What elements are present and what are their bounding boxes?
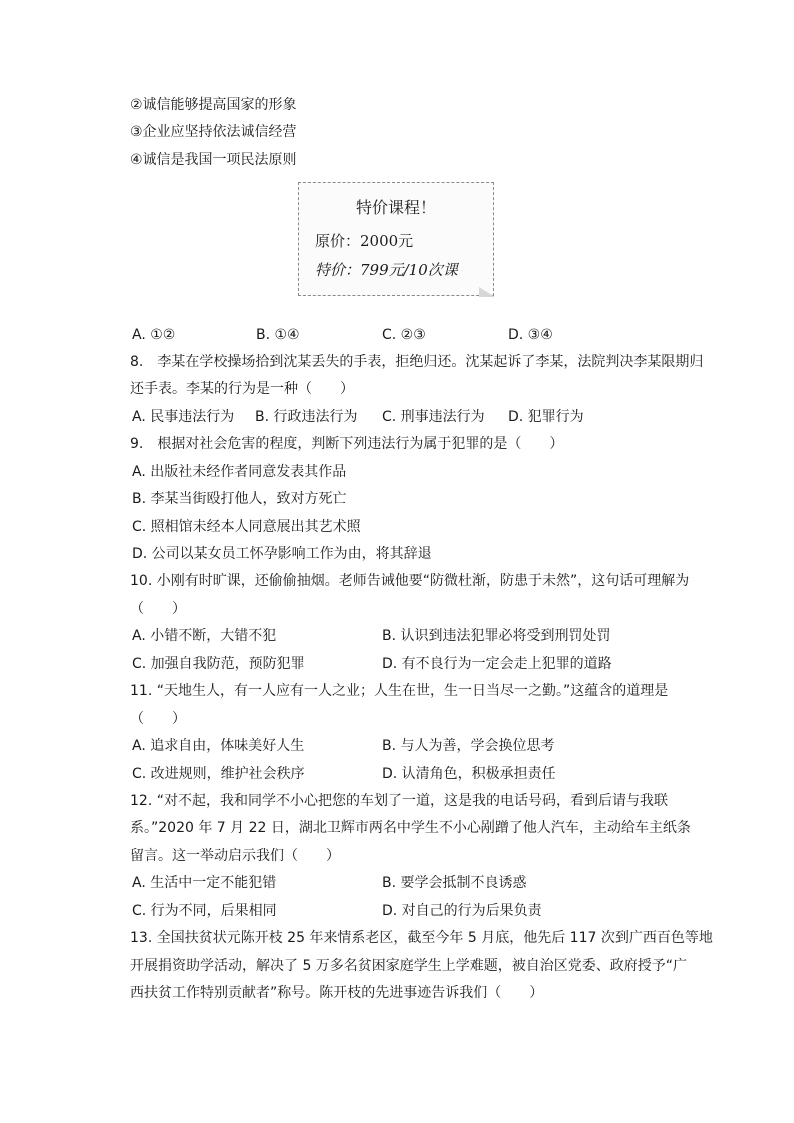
q10-option-b: B. 认识到违法犯罪必将受到刑罚处罚 [382, 628, 611, 644]
q13-stem-line1: 13. 全国扶贫状元陈开枝 25 年来情系老区，截至今年 5 月底，他先后 117 次到广西百色等地 [130, 930, 713, 946]
q12-stem-line2: 系。”2020 年 7 月 22 日，湖北卫辉市两名中学生不小心剐蹭了他人汽车，主动给车主纸条 [130, 820, 691, 836]
page-curl-decoration [479, 287, 495, 297]
q9-option-c: C. 照相馆未经本人同意展出其艺术照 [132, 519, 361, 535]
q9-option-d: D. 公司以某女员工怀孕影响工作为由，将其辞退 [132, 546, 432, 562]
q12-option-c: C. 行为不同，后果相同 [132, 903, 277, 919]
q8-option-c: C. 刑事违法行为 [382, 409, 485, 425]
q8-option-a: A. 民事违法行为 [132, 409, 235, 425]
q11-stem-line2: （ ） [130, 711, 186, 727]
card-title: 特价课程！ [355, 198, 436, 217]
card-sale-price: 特价：799元/10次课 [315, 261, 458, 279]
q13-stem-line3: 西扶贫工作特别贡献者”称号。陈开枝的先进事迹告诉我们（ ） [130, 985, 544, 1001]
price-card-image [298, 182, 494, 296]
card-original-price: 原价：2000元 [315, 232, 414, 250]
q10-option-a: A. 小错不断，大错不犯 [132, 628, 277, 644]
q8-option-b: B. 行政违法行为 [255, 409, 358, 425]
q12-option-b: B. 要学会抵制不良诱惑 [382, 875, 527, 891]
q10-option-d: D. 有不良行为一定会走上犯罪的道路 [382, 656, 612, 672]
q8-option-d: D. 犯罪行为 [508, 409, 584, 425]
q12-stem-line1: 12. “对不起，我和同学不小心把您的车划了一道，这是我的电话号码，看到后请与我联 [130, 793, 668, 809]
q11-option-d: D. 认清角色，积极承担责任 [382, 766, 556, 782]
q8-stem-line1: 8. 李某在学校操场拾到沈某丢失的手表，拒绝归还。沈某起诉了李某，法院判决李某限期归 [130, 354, 704, 370]
q12-option-d: D. 对自己的行为后果负责 [382, 903, 542, 919]
q8-stem-line2: 还手表。李某的行为是一种（ ） [130, 381, 354, 397]
q11-option-c: C. 改进规则，维护社会秩序 [132, 766, 305, 782]
q12-stem-line3: 留言。这一举动启示我们（ ） [130, 848, 340, 864]
q7-option-d: D. ③④ [508, 327, 553, 343]
q10-option-c: C. 加强自我防范，预防犯罪 [132, 656, 305, 672]
q11-option-a: A. 追求自由，体味美好人生 [132, 738, 305, 754]
q10-stem-line1: 10. 小刚有时旷课，还偷偷抽烟。老师告诫他要“防微杜渐，防患于未然”，这句话可理解为 [130, 573, 690, 589]
q7-option-a: A. ①② [132, 327, 176, 343]
q7-option-c: C. ②③ [382, 327, 426, 343]
q10-stem-line2: （ ） [130, 601, 186, 617]
q9-option-b: B. 李某当街殴打他人，致对方死亡 [132, 491, 347, 507]
statement-3: ③企业应坚持依法诚信经营 [130, 124, 297, 140]
q9-option-a: A. 出版社未经作者同意发表其作品 [132, 464, 347, 480]
q7-option-b: B. ①④ [256, 327, 300, 343]
statement-4: ④诚信是我国一项民法原则 [130, 152, 297, 168]
q9-stem: 9. 根据对社会危害的程度，判断下列违法行为属于犯罪的是（ ） [130, 436, 564, 452]
statement-2: ②诚信能够提高国家的形象 [130, 97, 297, 113]
q13-stem-line2: 开展捐资助学活动，解决了 5 万多名贫困家庭学生上学难题，被自治区党委、政府授予“广 [130, 958, 688, 974]
q12-option-a: A. 生活中一定不能犯错 [132, 875, 277, 891]
q11-option-b: B. 与人为善，学会换位思考 [382, 738, 555, 754]
q11-stem-line1: 11. “天地生人，有一人应有一人之业；人生在世，生一日当尽一之勤。”这蕴含的道理是 [130, 683, 669, 699]
